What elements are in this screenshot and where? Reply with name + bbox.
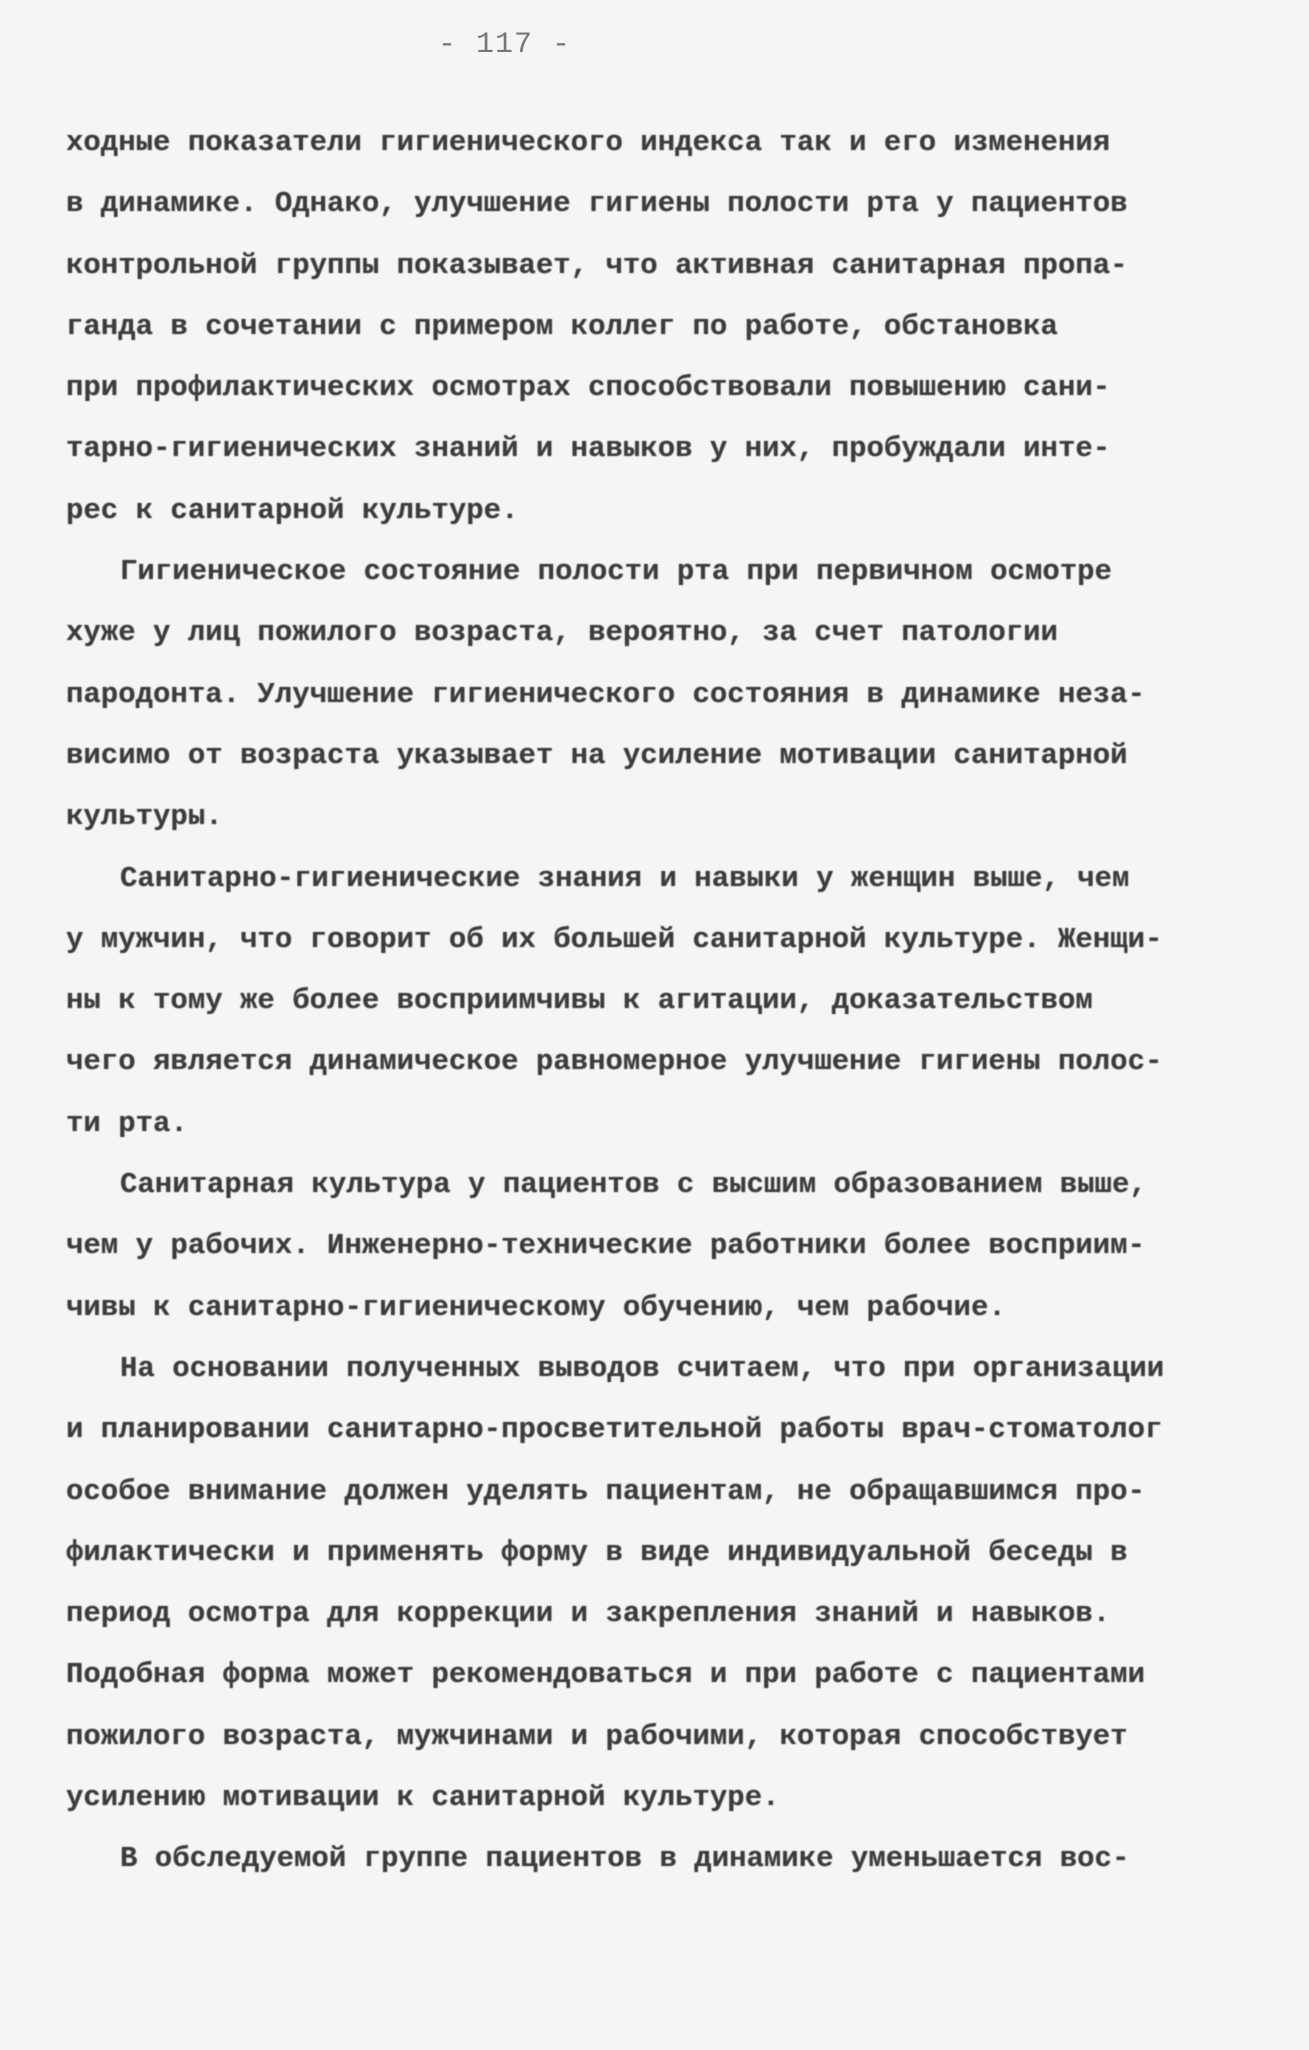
text-line: ти рта. [66,1106,188,1140]
text-line: чем у рабочих. Инженерно-технические работники более восприим- [66,1229,1145,1263]
text-line: у мужчин, что говорит об их большей санитарной культуре. Женщи- [66,922,1163,956]
text-line: рес к санитарной культуре. [66,493,519,527]
text-line: пародонта. Улучшение гигиенического состояния в динамике неза- [66,677,1145,711]
text-line: ходные показатели гигиенического индекса так и его изменения [66,126,1111,159]
text-line: и планировании санитарно-просветительной работы врач-стоматолог [66,1413,1163,1447]
text-line: тарно-гигиенических знаний и навыков у них, пробуждали инте- [66,432,1111,466]
text-line: в динамике. Однако, улучшение гигиены полости рта у пациентов [66,187,1128,221]
text-line: период осмотра для коррекции и закрепления знаний и навыков. [66,1597,1111,1631]
text-line: усилению мотивации к санитарной культуре. [66,1781,780,1815]
text-line: Санитарная культура у пациентов с высшим образованием выше, [120,1168,1147,1202]
text-line: при профилактических осмотрах способствовали повышению сани- [66,371,1111,405]
text-line: филактически и применять форму в виде индивидуальной беседы в [66,1535,1128,1569]
text-line: Гигиеническое состояние полости рта при первичном осмотре [120,555,1112,589]
text-line: висимо от возраста указывает на усиление мотивации санитарной [66,738,1128,772]
text-line: чего является динамическое равномерное улучшение гигиены полос- [66,1045,1163,1079]
text-line: чивы к санитарно-гигиеническому обучению, чем рабочие. [66,1290,1006,1324]
document-body [66,112,1246,1890]
text-line: контрольной группы показывает, что активная санитарная пропа- [66,248,1128,282]
text-line: Подобная форма может рекомендоваться и при работе с пациентами [66,1658,1145,1692]
text-line: На основании полученных выводов считаем, что при организации [120,1351,1165,1385]
text-line: ганда в сочетании с примером коллег по работе, обстановка [66,309,1058,343]
text-line: особое внимание должен уделять пациентам, не обращавшимся про- [66,1474,1145,1508]
text-line: пожилого возраста, мужчинами и рабочими, которая способствует [66,1719,1128,1753]
page-number: - 117 - [437,28,572,62]
text-line: культуры. [66,800,223,834]
text-line: Санитарно-гигиенические знания и навыки у женщин выше, чем [120,861,1130,895]
text-line: ны к тому же более восприимчивы к агитации, доказательством [66,984,1093,1018]
text-line: хуже у лиц пожилого возраста, вероятно, за счет патологии [66,616,1058,650]
text-line: В обследуемой группе пациентов в динамике уменьшается вос- [120,1842,1130,1876]
